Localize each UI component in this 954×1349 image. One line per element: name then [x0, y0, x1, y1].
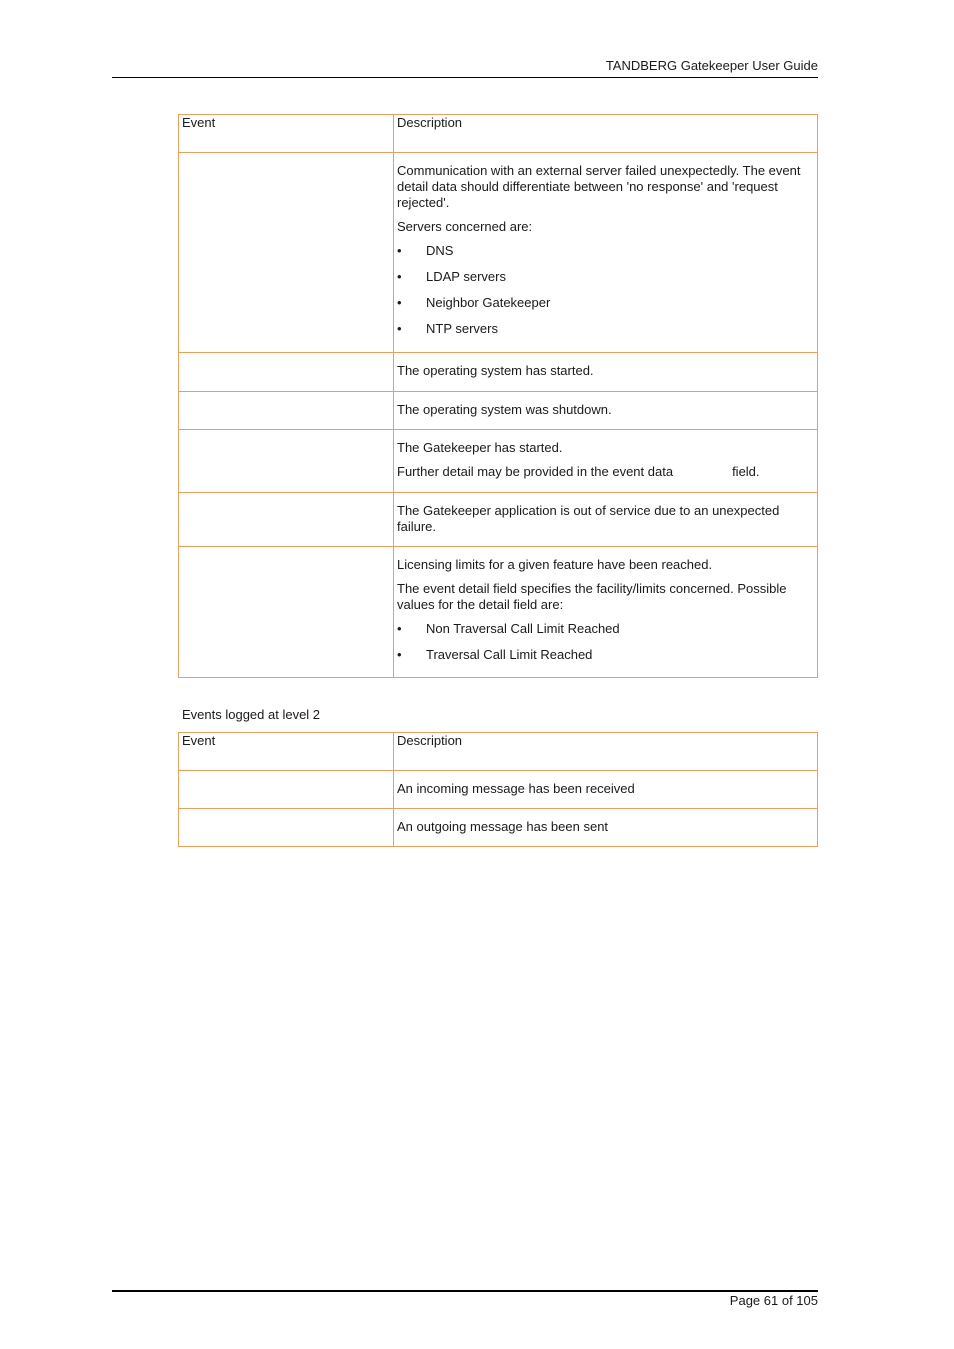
description-cell: [394, 547, 818, 678]
event-cell: [179, 430, 394, 493]
description-text: [397, 464, 814, 480]
description-cell: [394, 392, 818, 430]
event-cell: [179, 353, 394, 392]
list-item: • NTP servers: [397, 321, 814, 337]
list-item: • Traversal Call Limit Reached: [397, 647, 814, 663]
table-row: [179, 153, 818, 353]
header-title: TANDBERG Gatekeeper User Guide: [605, 58, 818, 73]
description-text: The operating system was shutdown.: [397, 402, 612, 417]
table-row: [179, 771, 818, 809]
section-caption: Events logged at level 2: [182, 707, 321, 722]
column-header-event: Event: [179, 733, 394, 771]
description-text-end: field.: [732, 464, 760, 479]
table-header-row: [179, 733, 818, 771]
list-item: • LDAP servers: [397, 269, 814, 285]
description-cell: [394, 430, 818, 493]
description-text: An incoming message has been received: [397, 781, 635, 796]
description-text: Servers concerned are:: [397, 219, 533, 234]
event-cell: [179, 809, 394, 847]
event-cell: [179, 771, 394, 809]
table-row: [179, 547, 818, 678]
event-cell: [179, 547, 394, 678]
description-cell: [394, 493, 818, 547]
bullet-list: [397, 621, 814, 663]
list-item: • Neighbor Gatekeeper: [397, 295, 814, 311]
description-text-start: Further detail may be provided in the event data: [397, 464, 674, 479]
table-header-row: [179, 115, 818, 153]
column-header-description: Description: [394, 115, 818, 153]
table-row: [179, 809, 818, 847]
column-header-event: Event: [179, 115, 394, 153]
description-cell: [394, 353, 818, 392]
bullet-list: [397, 243, 814, 337]
description-text: The Gatekeeper application is out of service due to an unexpected failure.: [397, 503, 780, 534]
event-cell: [179, 392, 394, 430]
description-text: Communication with an external server failed unexpectedly. The event detail data should differentiate between 'no response' and 'request rejected'.: [397, 163, 801, 210]
description-cell: [394, 771, 818, 809]
list-item: • Non Traversal Call Limit Reached: [397, 621, 814, 637]
list-item: • DNS: [397, 243, 814, 259]
table-row: [179, 353, 818, 392]
description-text: The Gatekeeper has started.: [397, 440, 563, 455]
table-row: [179, 493, 818, 547]
table-row: [179, 392, 818, 430]
event-cell: [179, 153, 394, 353]
description-text: Licensing limits for a given feature have been reached.: [397, 557, 713, 572]
footer-rule: [112, 1290, 818, 1292]
events-table-level-1: [178, 114, 818, 678]
description-cell: [394, 809, 818, 847]
header-rule: [112, 77, 818, 78]
description-text: The event detail field specifies the facility/limits concerned. Possible values for the detail field are:: [397, 581, 787, 612]
event-cell: [179, 493, 394, 547]
description-text: The operating system has started.: [397, 363, 594, 378]
column-header-description: Description: [394, 733, 818, 771]
description-cell: [394, 153, 818, 353]
description-text: An outgoing message has been sent: [397, 819, 609, 834]
events-table-level-2: [178, 732, 818, 847]
table-row: [179, 430, 818, 493]
page-number: Page 61 of 105: [729, 1293, 818, 1308]
